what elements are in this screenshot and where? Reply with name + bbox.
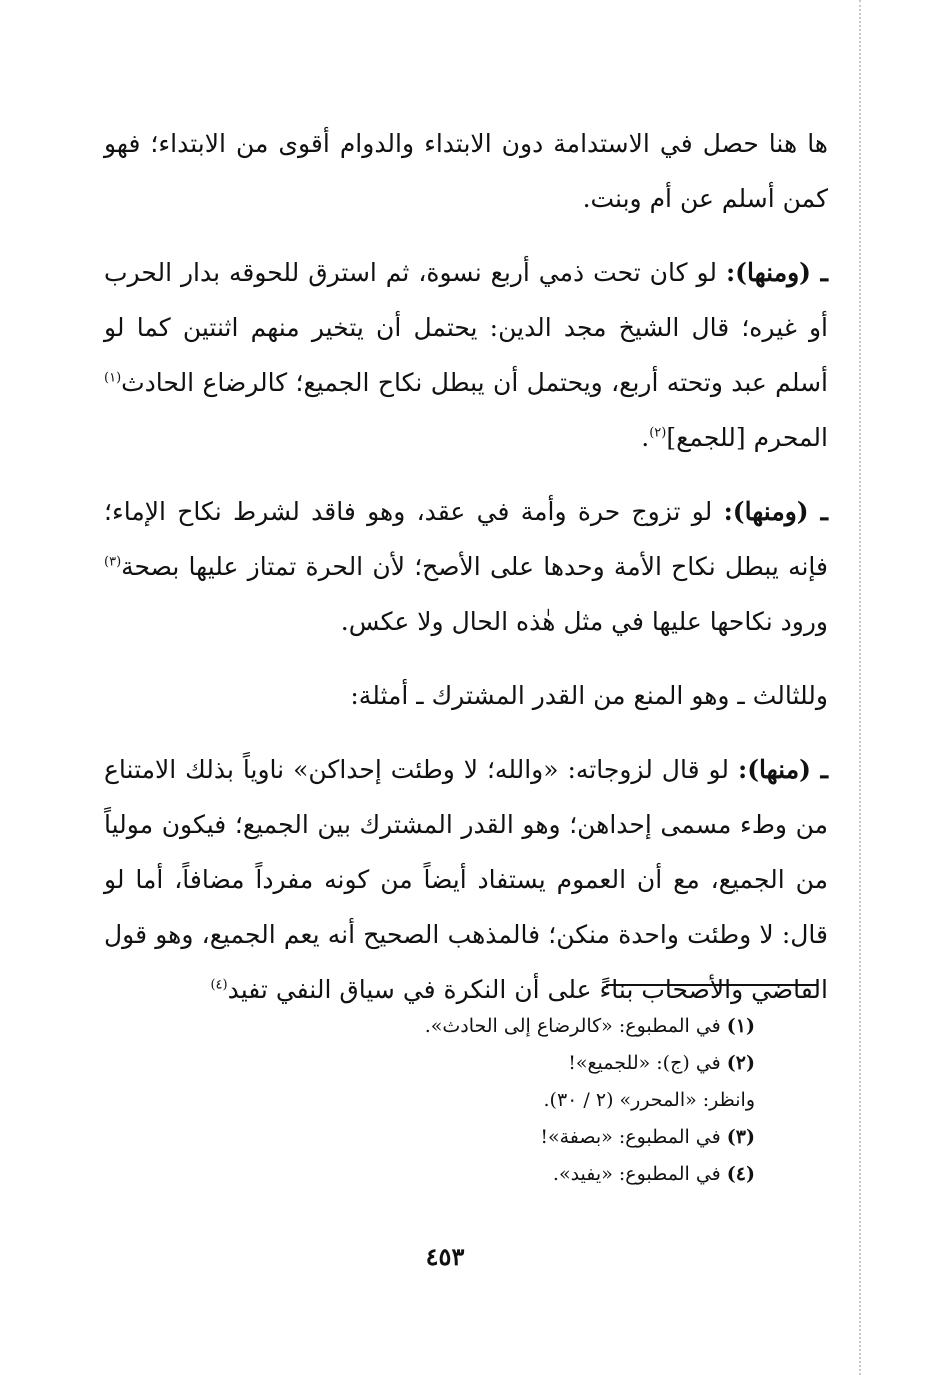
paragraph-label: ـ (منها): bbox=[737, 755, 828, 784]
footnote-item bbox=[300, 1082, 755, 1119]
paragraph-text: وللثالث ـ وهو المنع من القدر المشترك ـ أمثلة: bbox=[350, 681, 828, 710]
footnote-ref-4[interactable]: (٤) bbox=[210, 977, 228, 993]
footnote-text: في المطبوع: «يفيد». bbox=[552, 1163, 727, 1185]
paragraph-1 bbox=[104, 116, 828, 226]
footnote-item bbox=[300, 1119, 755, 1156]
footnote-text: في المطبوع: «كالرضاع إلى الحادث». bbox=[424, 1015, 727, 1037]
footnote-text: في (ج): «للجميع»! bbox=[568, 1052, 727, 1074]
footnote-text: في المطبوع: «بصفة»! bbox=[540, 1126, 727, 1148]
footnote-ref-1[interactable]: (١) bbox=[104, 370, 122, 386]
footnote-item bbox=[300, 1156, 755, 1193]
paragraph-label: ـ (ومنها): bbox=[725, 258, 829, 287]
paragraph-3 bbox=[104, 484, 828, 649]
footnote-ref-2[interactable]: (٢) bbox=[649, 425, 667, 441]
footnote-number: (٤) bbox=[726, 1163, 755, 1185]
footnote-text: وانظر: «المحرر» (٢ / ٣٠). bbox=[543, 1089, 755, 1111]
footnote-number: (٣) bbox=[726, 1126, 755, 1148]
paragraph-5 bbox=[104, 742, 828, 1017]
footnotes bbox=[300, 1008, 755, 1193]
paragraph-text: لو كان تحت ذمي أربع نسوة، ثم استرق للحوقه بدار الحرب أو غيره؛ قال الشيخ مجد الدين: يحتمل أن يتخير منهم اثنتين كما لو أسلم عبد وتحته أربع، ويحتمل أن يبطل نكاح الجميع؛ كالرضاع الحادث bbox=[104, 258, 828, 397]
paragraph-text: ها هنا حصل في الاستدامة دون الابتداء والدوام أقوى من الابتداء؛ فهو كمن أسلم عن أم وبنت. bbox=[104, 129, 828, 213]
paragraph-text-continued: ورود نكاحها عليها في مثل هٰذه الحال ولا عكس. bbox=[340, 607, 828, 636]
paragraph-label: ـ (ومنها): bbox=[723, 497, 828, 526]
paragraph-end: . bbox=[641, 423, 650, 452]
paragraph-2 bbox=[104, 245, 828, 465]
footnote-number: (٢) bbox=[726, 1052, 755, 1074]
footnote-ref-3[interactable]: (٣) bbox=[104, 554, 122, 570]
paragraph-text: لو قال لزوجاته: «والله؛ لا وطئت إحداكن» ناوياً بذلك الامتناع من وطء مسمى إحداهن؛ وهو القدر المشترك بين الجميع؛ فيكون مولياً من الجميع، مع أن العموم يستفاد أيضاً من كونه مفرداً مضافاً، أما لو قال: لا وطئت واحدة منكن؛ فالمذهب الصحيح أنه يعم الجميع، وهو قول القاضي والأصحاب بناءً على أن النكرة في سياق النفي تفيد bbox=[104, 755, 828, 1004]
footnote-item bbox=[300, 1008, 755, 1045]
paragraph-4 bbox=[104, 668, 828, 723]
footnote-item bbox=[300, 1045, 755, 1082]
footnote-number: (١) bbox=[726, 1015, 755, 1037]
main-text bbox=[104, 116, 828, 1017]
paragraph-text: لو تزوج حرة وأمة في عقد، وهو فاقد لشرط نكاح الإماء؛ فإنه يبطل نكاح الأمة وحدها على الأصح؛ لأن الحرة تمتاز عليها بصحة bbox=[104, 497, 828, 581]
footnote-separator bbox=[606, 984, 818, 986]
page-number: ٤٥٣ bbox=[425, 1242, 465, 1271]
page-edge-dotted-line bbox=[859, 0, 861, 1375]
paragraph-text-continued: المحرم [للجمع] bbox=[666, 423, 828, 452]
